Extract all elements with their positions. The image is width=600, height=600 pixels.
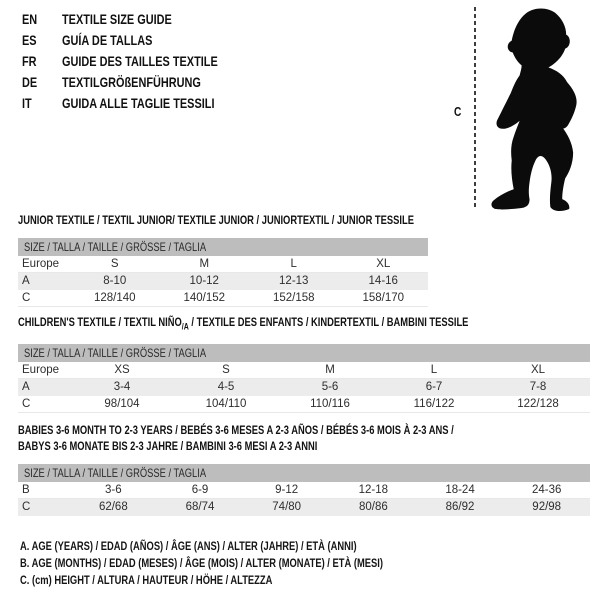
size-table-header-label: SIZE / TALLA / TAILLE / GRÖSSE / TAGLIA	[24, 346, 207, 361]
table-row-label: A	[22, 381, 30, 394]
table-cell: S	[110, 258, 119, 270]
section-title	[18, 422, 590, 454]
table-cell: XS	[114, 364, 130, 377]
table-cell: 6-9	[191, 484, 209, 496]
table-cell: 24-36	[531, 484, 562, 496]
height-measure-label: C	[454, 104, 462, 119]
table-row-label: B	[22, 484, 30, 496]
table-cell: 116/122	[413, 398, 455, 411]
table-row-label: A	[22, 275, 30, 287]
table-cell: 4-5	[217, 381, 235, 394]
section-title	[18, 212, 428, 228]
language-row	[22, 51, 262, 72]
table-row-label: Europe	[22, 364, 60, 377]
table-cell: M	[199, 258, 210, 270]
table-cell: 80/86	[358, 501, 388, 513]
table-row	[18, 362, 590, 379]
table-row	[18, 499, 590, 516]
babies-size-table	[18, 464, 590, 516]
language-code: ES	[22, 32, 37, 48]
language-label: TEXTILE SIZE GUIDE	[62, 11, 172, 27]
table-row	[18, 273, 428, 290]
table-cell: 92/98	[532, 501, 562, 513]
language-code: IT	[22, 95, 32, 111]
table-cell: 74/80	[272, 501, 302, 513]
table-cell: M	[325, 364, 335, 377]
table-cell: S	[222, 364, 230, 377]
table-cell: 104/110	[205, 398, 247, 411]
table-cell: 86/92	[445, 501, 475, 513]
height-measure-dashed-line	[474, 7, 476, 208]
section-title-line: BABIES 3-6 MONTH TO 2-3 YEARS / BEBÉS 3-6 MESES A 2-3 AÑOS / BÉBÉS 3-6 MOIS À 2-3 ANS /	[18, 423, 454, 437]
table-row	[18, 482, 590, 499]
language-row	[22, 9, 262, 30]
table-cell: 7-8	[529, 381, 547, 394]
size-table-header-label: SIZE / TALLA / TAILLE / GRÖSSE / TAGLIA	[24, 240, 207, 254]
language-code: FR	[22, 53, 37, 69]
size-table-header-label: SIZE / TALLA / TAILLE / GRÖSSE / TAGLIA	[24, 466, 207, 480]
size-table-header-bar	[18, 464, 590, 482]
legend-notes	[20, 538, 485, 589]
table-cell: 10-12	[189, 275, 219, 287]
table-cell: 3-6	[105, 484, 122, 496]
language-code: DE	[22, 74, 38, 90]
size-table-header-bar	[18, 238, 428, 256]
table-row-label: C	[22, 501, 31, 513]
language-code: EN	[22, 11, 38, 27]
language-label: TEXTILGRÖßENFÜHRUNG	[62, 74, 201, 90]
table-cell: 152/158	[272, 292, 315, 304]
language-row	[22, 30, 262, 51]
table-cell: 98/104	[104, 398, 140, 411]
subscript-label: /A	[181, 321, 189, 332]
table-row-label: C	[22, 398, 31, 411]
baby-silhouette-path	[491, 8, 576, 211]
language-row	[22, 93, 262, 114]
size-table-body	[18, 482, 590, 516]
legend-note: C. (cm) HEIGHT / ALTURA / HAUTEUR / HÖHE / ALTEZZA	[20, 573, 273, 587]
table-row	[18, 396, 590, 413]
table-cell: 12-13	[279, 275, 309, 287]
table-cell: 14-16	[368, 275, 398, 287]
language-label: GUIDA ALLE TAGLIE TESSILI	[62, 95, 215, 111]
table-cell: L	[290, 258, 297, 270]
table-cell: 110/116	[310, 398, 350, 411]
table-cell: XL	[530, 364, 546, 377]
table-cell: 140/152	[183, 292, 226, 304]
table-row-label: Europe	[22, 258, 60, 270]
table-cell: 158/170	[362, 292, 405, 304]
section-junior-textile	[18, 212, 428, 307]
section-childrens-textile	[18, 314, 590, 413]
table-cell: XL	[376, 258, 391, 270]
legend-note: A. AGE (YEARS) / EDAD (AÑOS) / ÂGE (ANS) / ALTER (JAHRE) / ETÀ (ANNI)	[20, 539, 357, 553]
table-cell: 68/74	[185, 501, 215, 513]
junior-size-table	[18, 238, 428, 307]
language-label: GUIDE DES TAILLES TEXTILE	[62, 53, 218, 69]
table-row	[18, 379, 590, 396]
table-cell: 6-7	[425, 381, 443, 394]
size-table-body	[18, 362, 590, 413]
table-cell: 9-12	[275, 484, 299, 496]
size-table-body	[18, 256, 428, 307]
section-title-line: BABYS 3-6 MONATE BIS 2-3 JAHRE / BAMBINI 3-6 MESI A 2-3 ANNI	[18, 439, 318, 453]
table-cell: 62/68	[98, 501, 128, 513]
language-label: GUÍA DE TALLAS	[62, 32, 153, 48]
table-cell: L	[430, 364, 438, 377]
table-cell: 12-18	[358, 484, 389, 496]
table-cell: 122/128	[517, 398, 559, 411]
table-row	[18, 256, 428, 273]
legend-note: B. AGE (MONTHS) / EDAD (MESES) / ÂGE (MOIS) / ALTER (MONATE) / ETÀ (MESI)	[20, 556, 383, 570]
table-row-label: C	[22, 292, 31, 304]
language-list	[22, 9, 262, 114]
section-babies-textile	[18, 422, 590, 516]
table-cell: 18-24	[445, 484, 475, 496]
size-table-header-bar	[18, 344, 590, 362]
children-size-table	[18, 344, 590, 413]
table-row	[18, 290, 428, 307]
section-title-line: JUNIOR TEXTILE / TEXTIL JUNIOR/ TEXTILE JUNIOR / JUNIORTEXTIL / JUNIOR TESSILE	[18, 213, 414, 227]
table-cell: 8-10	[103, 275, 127, 287]
table-cell: 128/140	[93, 292, 136, 304]
baby-silhouette-icon	[483, 6, 586, 212]
table-cell: 3-4	[113, 381, 131, 394]
language-row	[22, 72, 262, 93]
section-title	[18, 314, 590, 334]
section-title-line: CHILDREN'S TEXTILE / TEXTIL $NIÑO_{/A}$ / TEXTILE DES ENFANTS / KINDERTEXTIL / BAMBINI TESSILE	[18, 315, 469, 332]
table-cell: 5-6	[321, 381, 339, 394]
